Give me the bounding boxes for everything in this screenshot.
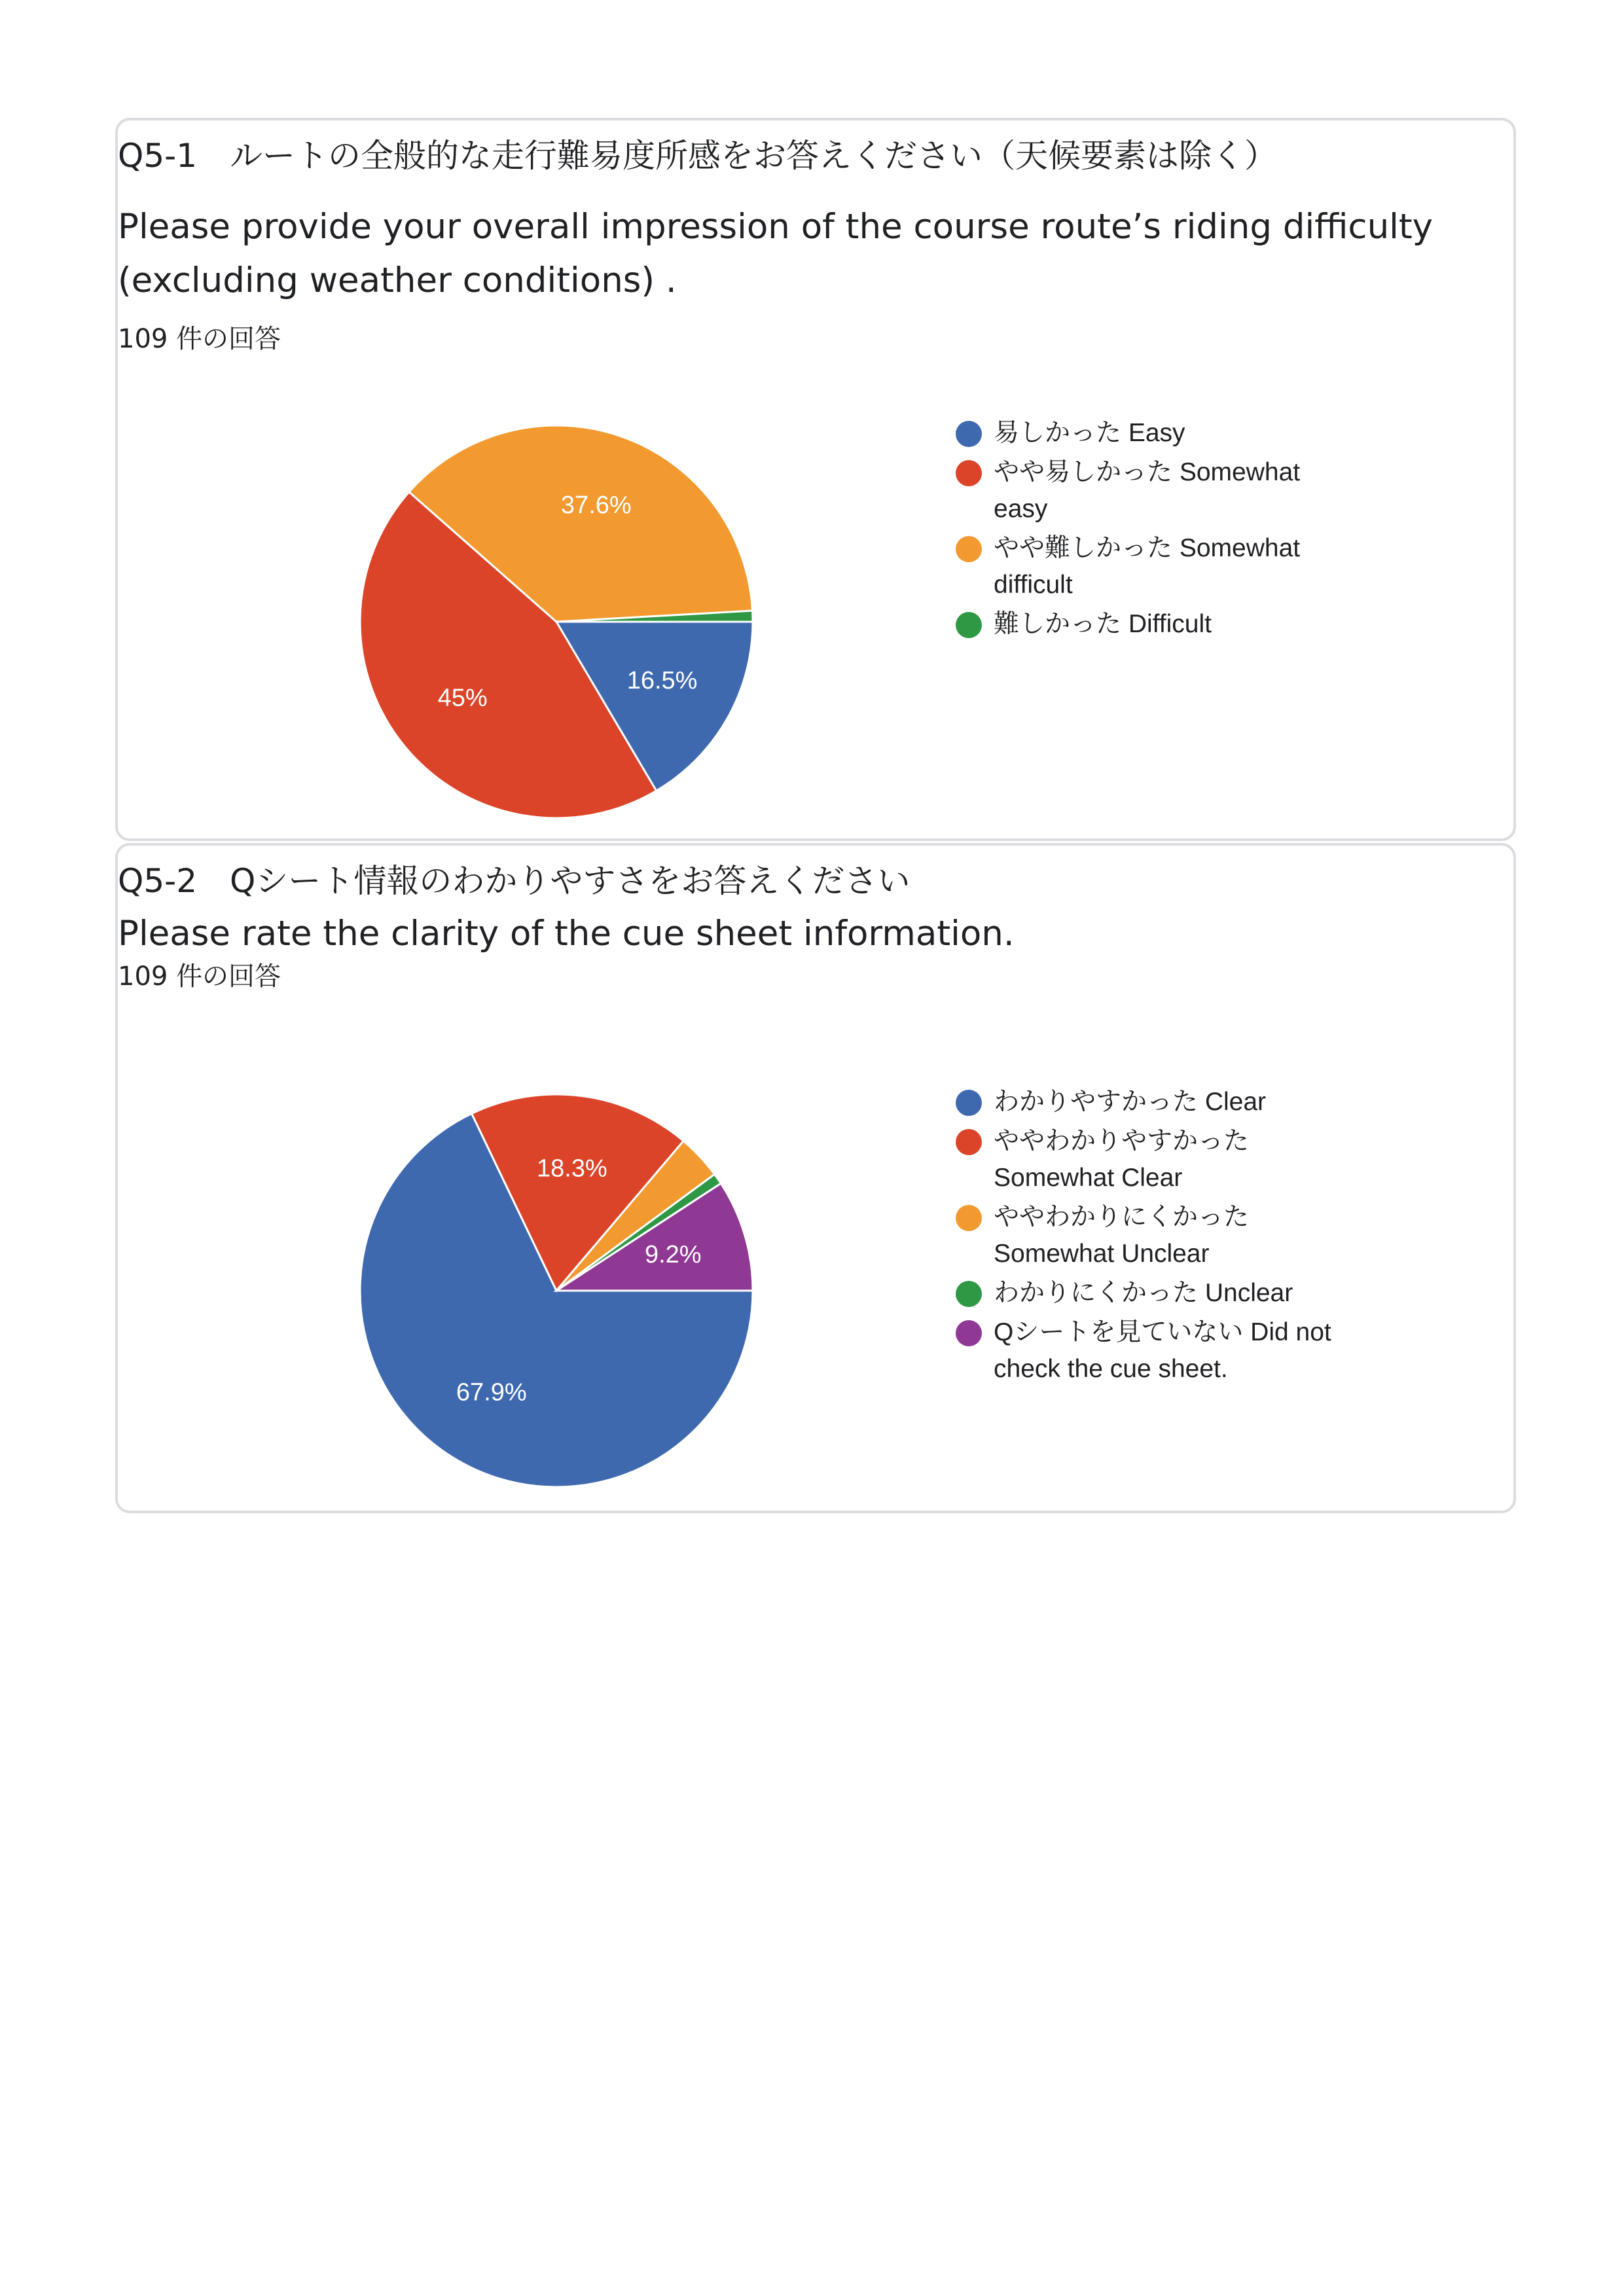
pie-chart-difficulty bbox=[353, 419, 759, 825]
slice-percent-label: 16.5% bbox=[626, 667, 698, 695]
response-count: 109 件の回答 bbox=[118, 961, 281, 992]
slice-percent-label: 45% bbox=[437, 684, 488, 712]
slice-percent-label: 67.9% bbox=[456, 1378, 527, 1407]
legend-item bbox=[956, 1084, 1360, 1121]
legend-label: わかりにくかった Unclear bbox=[994, 1279, 1293, 1307]
legend-item bbox=[956, 606, 1360, 643]
question-title: Q5-2 Qシート情報のわかりやすさをお答えください bbox=[118, 862, 911, 900]
legend-item bbox=[956, 1199, 1360, 1272]
legend-item bbox=[956, 415, 1360, 452]
legend-swatch-icon bbox=[956, 1205, 982, 1231]
legend-label: ややわかりにくかった Somewhat Unclear bbox=[994, 1203, 1250, 1268]
legend-item bbox=[956, 1123, 1360, 1196]
legend-label: 易しかった Easy bbox=[994, 419, 1185, 447]
question-title: Q5-1 ルートの全般的な走行難易度所感をお答えください（天候要素は除く） bbox=[118, 137, 1278, 175]
question-description: Please provide your overall impression of the course route’s riding difficulty (excluding weather conditions) . bbox=[118, 207, 1434, 300]
legend-label: Qシートを見ていない Did not check the cue sheet. bbox=[994, 1318, 1331, 1383]
chart-legend bbox=[956, 415, 1360, 645]
legend-swatch-icon bbox=[956, 1320, 982, 1346]
legend-swatch-icon bbox=[956, 460, 982, 486]
legend-swatch-icon bbox=[956, 1090, 982, 1116]
slice-percent-label: 9.2% bbox=[644, 1241, 702, 1269]
question-card-q5-2 bbox=[115, 843, 1516, 1513]
question-card-q5-1 bbox=[115, 118, 1516, 841]
legend-label: わかりやすかった Clear bbox=[994, 1088, 1267, 1116]
chart-legend bbox=[956, 1084, 1360, 1390]
pie-chart-cue-sheet-clarity bbox=[353, 1088, 759, 1494]
legend-swatch-icon bbox=[956, 612, 982, 638]
legend-item bbox=[956, 1314, 1360, 1388]
response-count: 109 件の回答 bbox=[118, 324, 281, 354]
legend-label: 難しかった Difficult bbox=[994, 610, 1212, 638]
legend-item bbox=[956, 454, 1360, 528]
slice-percent-label: 18.3% bbox=[537, 1155, 607, 1183]
legend-swatch-icon bbox=[956, 536, 982, 562]
legend-item bbox=[956, 530, 1360, 603]
legend-swatch-icon bbox=[956, 421, 982, 447]
slice-percent-label: 37.6% bbox=[560, 492, 632, 520]
legend-label: ややわかりやすかった Somewhat Clear bbox=[994, 1127, 1250, 1192]
legend-label: やや難しかった Somewhat difficult bbox=[994, 534, 1301, 599]
legend-swatch-icon bbox=[956, 1129, 982, 1155]
question-description: Please rate the clarity of the cue sheet information. bbox=[118, 914, 1015, 954]
legend-item bbox=[956, 1275, 1360, 1312]
legend-label: やや易しかった Somewhat easy bbox=[994, 458, 1301, 523]
legend-swatch-icon bbox=[956, 1281, 982, 1307]
